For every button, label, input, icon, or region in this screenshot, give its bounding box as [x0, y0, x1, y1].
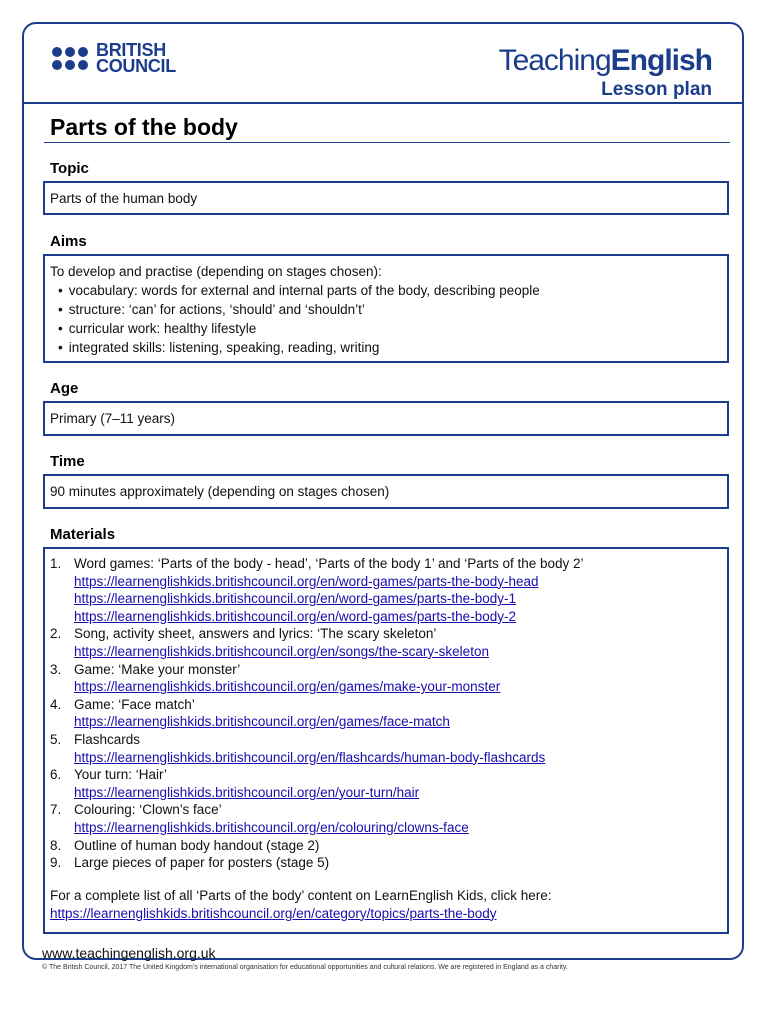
logo-text-line2: COUNCIL	[96, 56, 176, 76]
material-link[interactable]: https://learnenglishkids.britishcouncil.org/en/word-games/parts-the-body-head	[74, 573, 539, 589]
age-label: Age	[50, 380, 79, 397]
brand-teaching: Teaching	[498, 44, 611, 77]
material-link[interactable]: https://learnenglishkids.britishcouncil.org/en/games/make-your-monster	[74, 679, 501, 695]
title-rule	[44, 142, 730, 143]
material-link[interactable]: https://learnenglishkids.britishcouncil.org/en/word-games/parts-the-body-2	[74, 608, 516, 624]
material-item: 6. Your turn: ‘Hair’ https://learnenglishkids.britishcouncil.org/en/your-turn/hair	[50, 766, 722, 801]
material-item: 5. Flashcards https://learnenglishkids.britishcouncil.org/en/flashcards/human-body-flashcards	[50, 731, 722, 766]
materials-closing	[50, 887, 722, 923]
aims-list	[50, 281, 722, 357]
footer-copyright: © The British Council, 2017 The United Kingdom’s international organisation for educational opportunities and cultural relations. We are registered in England as a charity.	[42, 964, 568, 971]
time-text: 90 minutes approximately (depending on stages chosen)	[50, 484, 390, 499]
material-link[interactable]: https://learnenglishkids.britishcouncil.org/en/word-games/parts-the-body-1	[74, 591, 516, 607]
aims-item: • integrated skills: listening, speaking, reading, writing	[58, 338, 722, 357]
material-item: 1. Word games: ‘Parts of the body - head’, ‘Parts of the body 1’ and ‘Parts of the body 2’ https://learnenglishkids.britishcouncil.org/en/word-games/parts-the-body-head https://learnenglishkids.britishcouncil.org/en/word-games/parts-the-body-1 https://learnenglishkids.britishcouncil.org/en/word-games/parts-the-body-2	[50, 555, 722, 625]
brand-english: English	[610, 44, 712, 77]
logo-text-line1: BRITISH	[96, 40, 166, 60]
topic-text: Parts of the human body	[50, 191, 198, 206]
header-divider	[24, 102, 742, 104]
time-label: Time	[50, 453, 85, 470]
materials-label: Materials	[50, 526, 116, 543]
aims-item: • curricular work: healthy lifestyle	[58, 319, 722, 338]
material-item: 8. Outline of human body handout (stage 2)	[50, 837, 320, 853]
material-link[interactable]: https://learnenglishkids.britishcouncil.org/en/songs/the-scary-skeleton	[74, 643, 489, 659]
topic-box	[43, 181, 729, 215]
age-box	[43, 401, 729, 436]
doc-type-label: Lesson plan	[601, 79, 712, 100]
aims-label: Aims	[50, 233, 87, 250]
footer-url[interactable]: www.teachingenglish.org.uk	[42, 945, 216, 961]
age-text: Primary (7–11 years)	[50, 411, 176, 426]
material-link[interactable]: https://learnenglishkids.britishcouncil.org/en/colouring/clowns-face	[74, 819, 469, 835]
material-item: 7. Colouring: ‘Clown’s face’ https://learnenglishkids.britishcouncil.org/en/colouring/clowns-face	[50, 801, 722, 836]
material-link[interactable]: https://learnenglishkids.britishcouncil.org/en/your-turn/hair	[74, 784, 420, 800]
material-link[interactable]: https://learnenglishkids.britishcouncil.org/en/flashcards/human-body-flashcards	[74, 749, 546, 765]
material-item: 9. Large pieces of paper for posters (stage 5)	[50, 855, 330, 871]
teaching-english-logo	[499, 44, 712, 101]
aims-intro: To develop and practise (depending on stages chosen):	[50, 264, 382, 279]
time-box	[43, 474, 729, 509]
british-council-logo	[52, 42, 176, 74]
logo-dots-icon	[52, 47, 88, 70]
material-item: 4. Game: ‘Face match’ https://learnenglishkids.britishcouncil.org/en/games/face-match	[50, 696, 722, 731]
aims-item: • structure: ‘can’ for actions, ‘should’ and ‘shouldn’t’	[58, 300, 722, 319]
closing-text: For a complete list of all ‘Parts of the body’ content on LearnEnglish Kids, click here:	[50, 887, 552, 903]
material-item: 2. Song, activity sheet, answers and lyrics: ‘The scary skeleton’ https://learnenglishkids.britishcouncil.org/en/songs/the-scary-skeleton	[50, 625, 722, 660]
material-item: 3. Game: ‘Make your monster’ https://learnenglishkids.britishcouncil.org/en/games/make-your-monster	[50, 661, 722, 696]
topic-label: Topic	[50, 160, 89, 177]
aims-box	[43, 254, 729, 363]
page-title: Parts of the body	[50, 114, 238, 140]
materials-box	[43, 547, 729, 934]
closing-link[interactable]: https://learnenglishkids.britishcouncil.org/en/category/topics/parts-the-body	[50, 905, 497, 921]
materials-list	[50, 555, 722, 872]
aims-item: • vocabulary: words for external and internal parts of the body, describing people	[58, 281, 722, 300]
material-link[interactable]: https://learnenglishkids.britishcouncil.org/en/games/face-match	[74, 714, 450, 730]
